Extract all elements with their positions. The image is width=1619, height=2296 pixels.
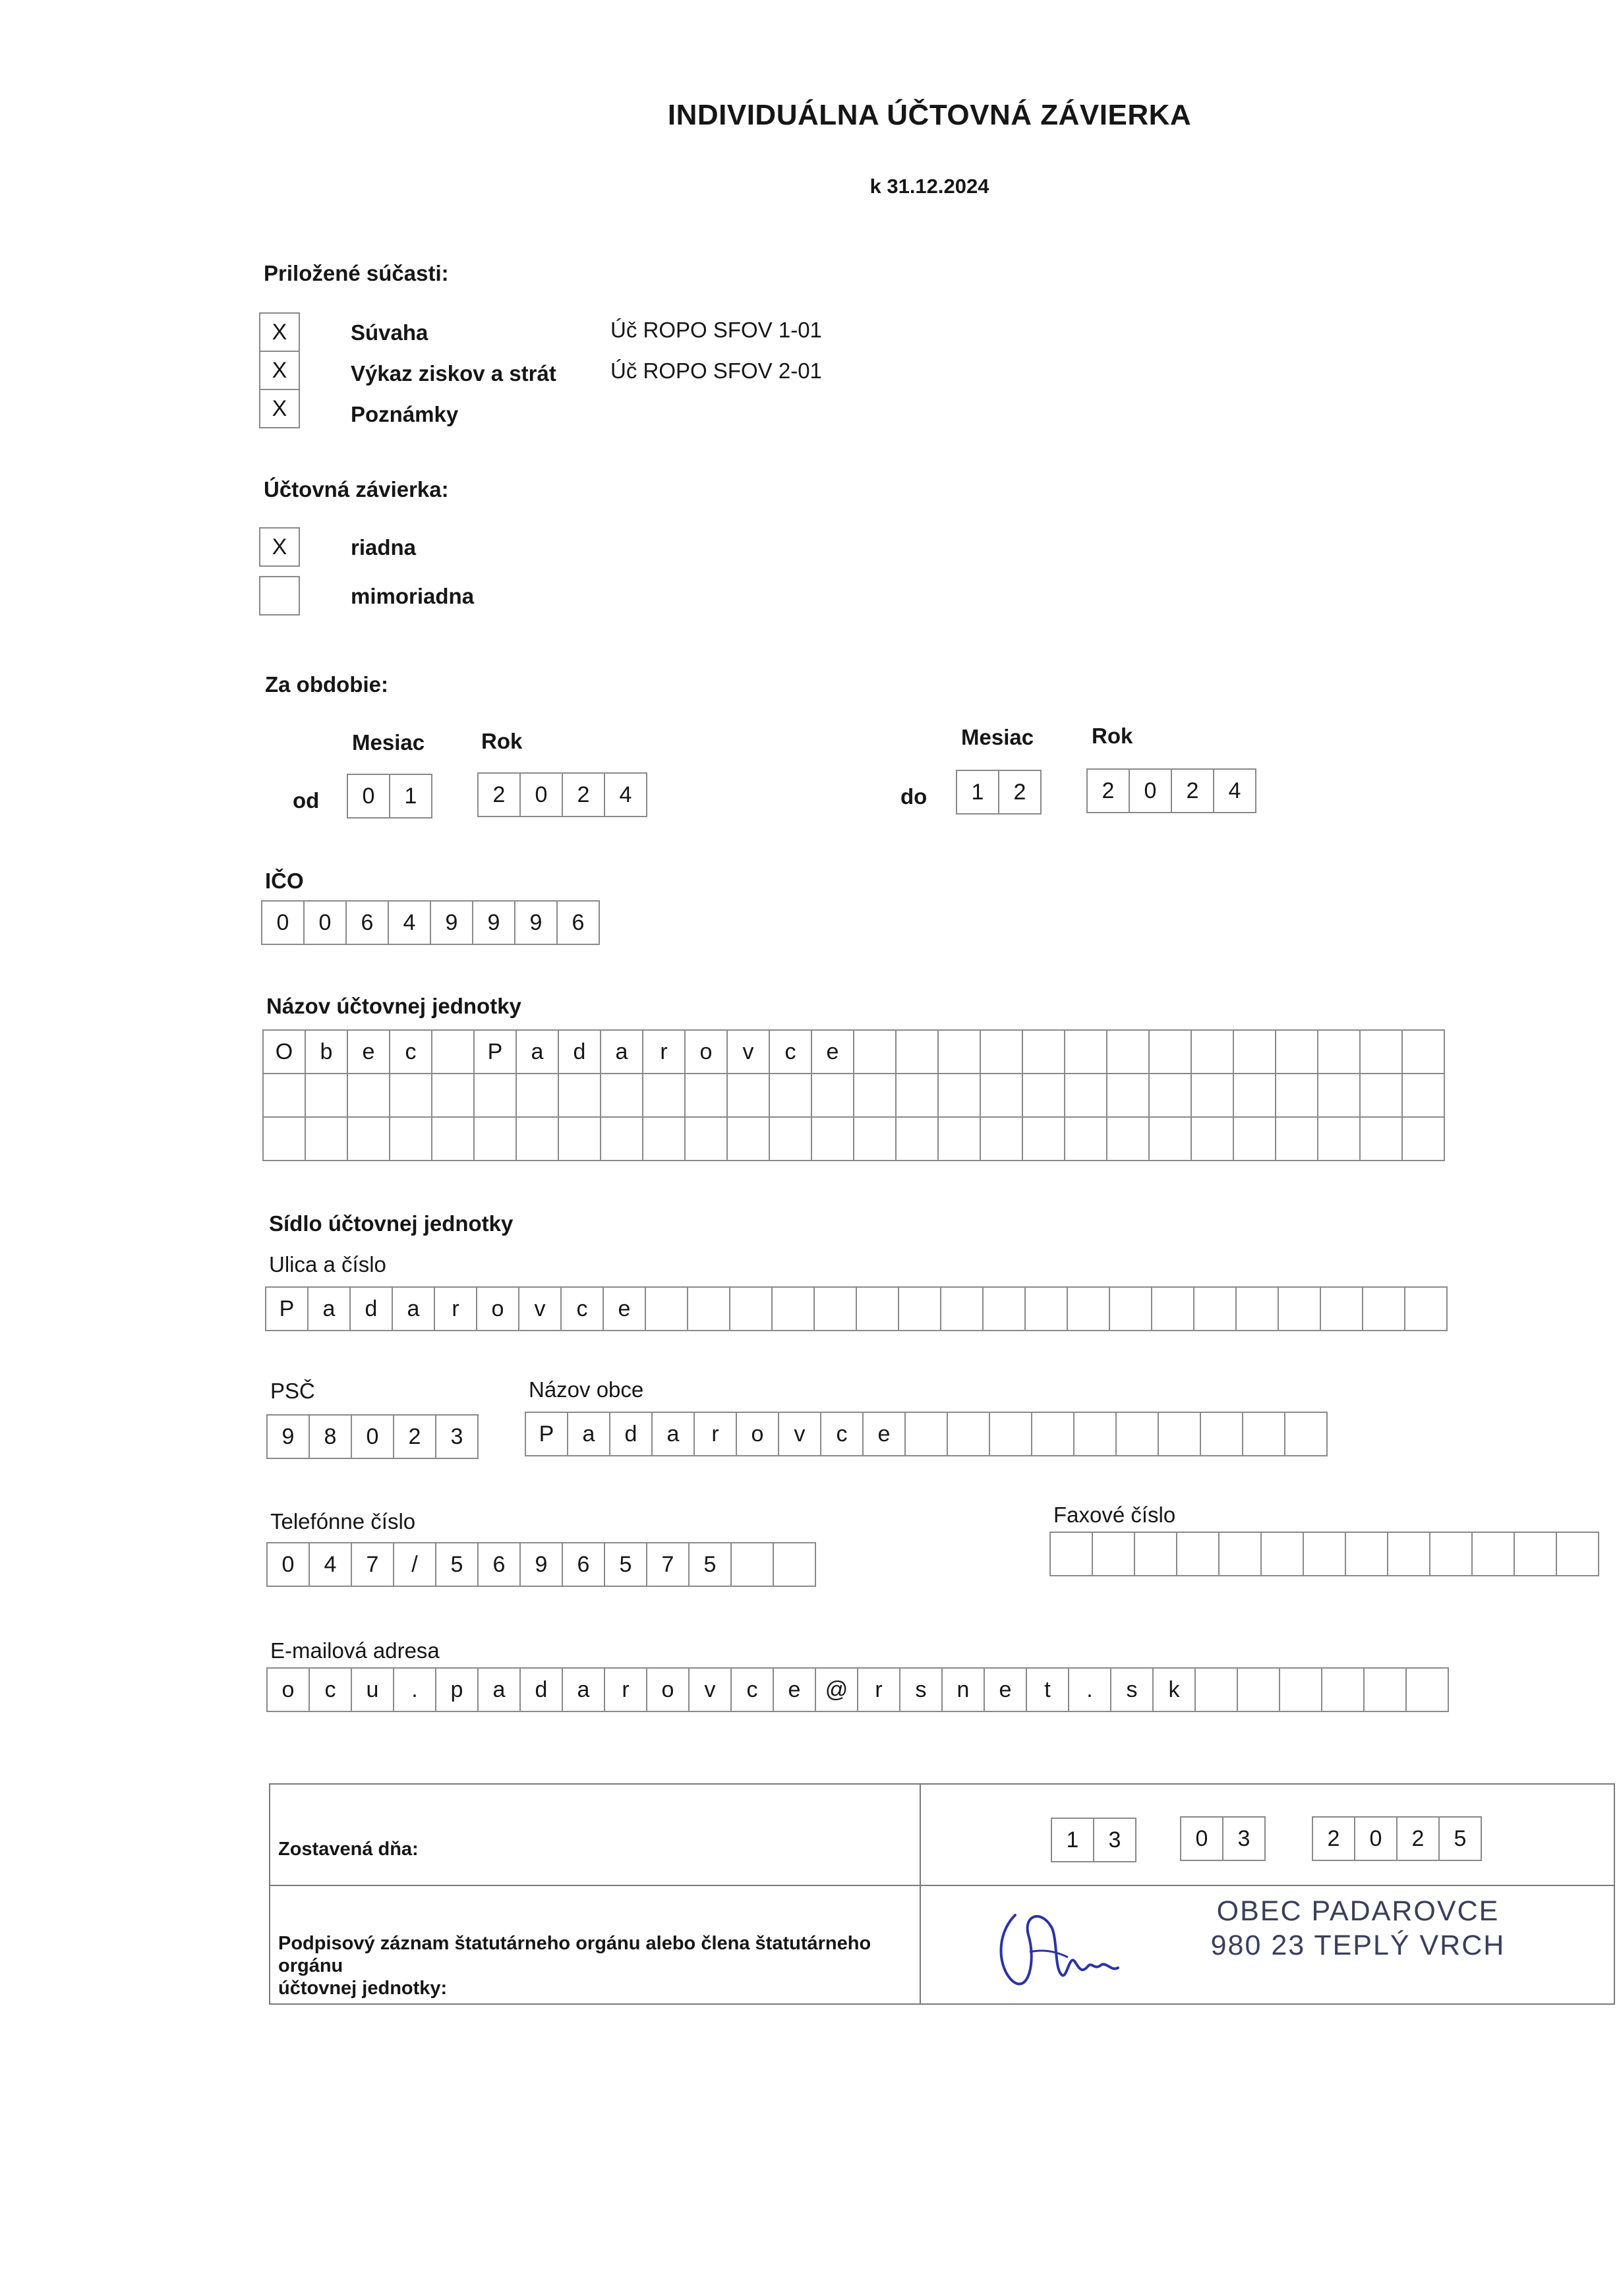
attachments-list bbox=[259, 312, 300, 428]
period-label: Za obdobie: bbox=[265, 672, 388, 697]
fax-char bbox=[1049, 1532, 1093, 1576]
street-char: P bbox=[265, 1286, 309, 1331]
fax-char bbox=[1429, 1532, 1473, 1576]
email-char: a bbox=[562, 1667, 605, 1712]
phone-char: 5 bbox=[435, 1542, 479, 1587]
entity-name-char bbox=[811, 1117, 854, 1161]
compiled-day-boxes[interactable] bbox=[1051, 1818, 1135, 1862]
email-char bbox=[1194, 1667, 1238, 1712]
email-label: E-mailová adresa bbox=[270, 1638, 440, 1663]
closing-type-label-riadna: riadna bbox=[351, 535, 417, 560]
attachment-label-suvaha: Súvaha bbox=[351, 320, 428, 345]
street-char bbox=[687, 1286, 730, 1331]
email-char: . bbox=[1068, 1667, 1111, 1712]
entity-name-char bbox=[1107, 1117, 1149, 1161]
email-char: e bbox=[773, 1667, 816, 1712]
entity-name-char bbox=[1233, 1074, 1276, 1117]
fax-char bbox=[1556, 1532, 1599, 1576]
from-year-digit: 0 bbox=[519, 772, 563, 817]
street-boxes[interactable] bbox=[265, 1286, 1446, 1331]
entity-name-grid[interactable] bbox=[262, 1029, 1445, 1161]
from-year-digit: 2 bbox=[477, 772, 521, 817]
email-boxes[interactable] bbox=[266, 1667, 1448, 1712]
entity-name-char bbox=[727, 1074, 769, 1117]
entity-name-char bbox=[1107, 1074, 1149, 1117]
phone-char: 9 bbox=[519, 1542, 563, 1587]
phone-char bbox=[773, 1542, 816, 1587]
phone-char: 0 bbox=[266, 1542, 310, 1587]
entity-name-char bbox=[854, 1117, 896, 1161]
email-char: r bbox=[857, 1667, 900, 1712]
entity-name-char bbox=[1065, 1117, 1107, 1161]
street-char bbox=[1235, 1286, 1279, 1331]
compiled-month-boxes[interactable] bbox=[1180, 1816, 1264, 1861]
entity-name-label: Názov účtovnej jednotky bbox=[266, 994, 521, 1018]
fax-char bbox=[1471, 1532, 1515, 1576]
from-year-label: Rok bbox=[481, 729, 523, 753]
entity-name-char bbox=[685, 1117, 727, 1161]
entity-name-char bbox=[811, 1074, 854, 1117]
ico-digit: 0 bbox=[303, 900, 347, 945]
street-char bbox=[1024, 1286, 1068, 1331]
entity-name-char bbox=[1107, 1030, 1149, 1074]
attachment-code-suvaha: Úč ROPO SFOV 1-01 bbox=[610, 318, 822, 342]
email-char: v bbox=[688, 1667, 732, 1712]
compiled-day-digit: 3 bbox=[1093, 1818, 1136, 1862]
email-char: t bbox=[1026, 1667, 1069, 1712]
entity-name-char bbox=[390, 1117, 432, 1161]
entity-name-char bbox=[1233, 1117, 1276, 1161]
town-char bbox=[989, 1412, 1032, 1456]
psc-digit: 2 bbox=[393, 1414, 436, 1459]
attachment-code-vykaz: Úč ROPO SFOV 2-01 bbox=[610, 359, 822, 383]
entity-name-char: r bbox=[643, 1030, 685, 1074]
entity-name-char bbox=[685, 1074, 727, 1117]
fax-char bbox=[1134, 1532, 1177, 1576]
entity-name-char bbox=[558, 1074, 601, 1117]
street-char: d bbox=[349, 1286, 393, 1331]
street-char: a bbox=[392, 1286, 435, 1331]
phone-char: 7 bbox=[351, 1542, 394, 1587]
town-boxes[interactable] bbox=[525, 1412, 1326, 1456]
entity-name-char: a bbox=[516, 1030, 558, 1074]
psc-digit: 9 bbox=[266, 1414, 310, 1459]
entity-name-char bbox=[980, 1030, 1022, 1074]
email-char: u bbox=[351, 1667, 394, 1712]
ico-digit: 9 bbox=[472, 900, 515, 945]
to-month-digit: 1 bbox=[956, 770, 999, 815]
closing-type-checkbox-mimoriadna[interactable] bbox=[259, 576, 300, 616]
ico-digit: 4 bbox=[388, 900, 431, 945]
town-char bbox=[1200, 1412, 1243, 1456]
entity-name-char bbox=[1276, 1030, 1318, 1074]
to-month-boxes[interactable] bbox=[956, 770, 1040, 815]
attachment-label-vykaz: Výkaz ziskov a strát bbox=[351, 361, 556, 386]
entity-name-char bbox=[854, 1030, 896, 1074]
town-char: r bbox=[693, 1412, 737, 1456]
entity-name-char bbox=[1149, 1117, 1191, 1161]
entity-name-char bbox=[474, 1117, 516, 1161]
closing-type-checkbox-riadna[interactable]: X bbox=[259, 527, 300, 567]
street-char bbox=[856, 1286, 899, 1331]
from-month-digit: 0 bbox=[347, 774, 390, 818]
email-char: k bbox=[1152, 1667, 1196, 1712]
psc-boxes[interactable] bbox=[266, 1414, 477, 1459]
compiled-month-digit: 0 bbox=[1180, 1816, 1223, 1861]
fax-char bbox=[1092, 1532, 1135, 1576]
entity-name-char bbox=[1191, 1074, 1233, 1117]
entity-name-char bbox=[1276, 1117, 1318, 1161]
entity-name-char bbox=[305, 1074, 347, 1117]
entity-name-row bbox=[263, 1074, 1444, 1117]
official-stamp bbox=[1206, 1894, 1510, 1963]
email-char: @ bbox=[815, 1667, 858, 1712]
psc-label: PSČ bbox=[270, 1379, 315, 1403]
entity-name-char bbox=[1402, 1117, 1444, 1161]
street-char bbox=[940, 1286, 984, 1331]
entity-name-char bbox=[938, 1117, 980, 1161]
entity-name-char bbox=[1318, 1030, 1360, 1074]
ico-digit: 9 bbox=[430, 900, 473, 945]
entity-name-char bbox=[1402, 1030, 1444, 1074]
to-year-label: Rok bbox=[1092, 724, 1133, 748]
email-char: o bbox=[266, 1667, 310, 1712]
entity-name-row bbox=[263, 1117, 1444, 1161]
town-char bbox=[947, 1412, 990, 1456]
phone-boxes[interactable] bbox=[266, 1542, 815, 1587]
town-char: c bbox=[820, 1412, 864, 1456]
phone-char: 4 bbox=[309, 1542, 352, 1587]
to-year-digit: 4 bbox=[1213, 768, 1256, 813]
entity-name-char bbox=[643, 1074, 685, 1117]
from-year-digit: 4 bbox=[604, 772, 647, 817]
compiled-year-digit: 5 bbox=[1438, 1816, 1482, 1861]
entity-name-char bbox=[305, 1117, 347, 1161]
street-char bbox=[898, 1286, 941, 1331]
entity-name-char bbox=[516, 1117, 558, 1161]
entity-name-char bbox=[474, 1074, 516, 1117]
phone-char: 6 bbox=[477, 1542, 521, 1587]
entity-name-char bbox=[1149, 1074, 1191, 1117]
ico-digit: 6 bbox=[345, 900, 389, 945]
email-char: p bbox=[435, 1667, 479, 1712]
town-char: d bbox=[609, 1412, 653, 1456]
footer-divider-horizontal bbox=[269, 1885, 1615, 1886]
email-char: c bbox=[730, 1667, 774, 1712]
entity-name-char bbox=[896, 1117, 938, 1161]
entity-name-char bbox=[980, 1074, 1022, 1117]
email-char: e bbox=[984, 1667, 1027, 1712]
attachment-checkbox-suvaha[interactable]: X bbox=[259, 312, 300, 352]
phone-char: 7 bbox=[646, 1542, 690, 1587]
entity-name-char bbox=[1318, 1074, 1360, 1117]
street-char bbox=[1362, 1286, 1405, 1331]
street-char bbox=[1193, 1286, 1237, 1331]
town-char: e bbox=[862, 1412, 906, 1456]
phone-char: 6 bbox=[562, 1542, 605, 1587]
town-char bbox=[1242, 1412, 1285, 1456]
report-date: k 31.12.2024 bbox=[869, 175, 989, 198]
entity-name-char: b bbox=[305, 1030, 347, 1074]
stamp-line-2: 980 23 TEPLÝ VRCH bbox=[1210, 1930, 1506, 1961]
signature-label-line-1: Podpisový záznam štatutárneho orgánu alebo člena štatutárneho orgánu bbox=[278, 1933, 871, 1976]
street-char bbox=[982, 1286, 1026, 1331]
compiled-year-digit: 2 bbox=[1396, 1816, 1440, 1861]
to-label: do bbox=[900, 784, 927, 809]
entity-name-char bbox=[938, 1074, 980, 1117]
entity-name-char bbox=[1360, 1074, 1402, 1117]
entity-name-char bbox=[1022, 1030, 1065, 1074]
psc-digit: 8 bbox=[309, 1414, 352, 1459]
entity-name-char bbox=[347, 1117, 390, 1161]
entity-name-char bbox=[432, 1030, 474, 1074]
from-year-boxes[interactable] bbox=[477, 772, 646, 817]
street-char bbox=[1278, 1286, 1321, 1331]
entity-name-char bbox=[1022, 1117, 1065, 1161]
street-char bbox=[1320, 1286, 1363, 1331]
phone-char: 5 bbox=[688, 1542, 732, 1587]
entity-name-char bbox=[1191, 1117, 1233, 1161]
attachment-checkbox-vykaz[interactable]: X bbox=[259, 351, 300, 390]
compiled-month-digit: 3 bbox=[1222, 1816, 1266, 1861]
entity-name-char bbox=[516, 1074, 558, 1117]
fax-char bbox=[1218, 1532, 1262, 1576]
entity-name-char: d bbox=[558, 1030, 601, 1074]
to-month-digit: 2 bbox=[998, 770, 1042, 815]
compiled-day-digit: 1 bbox=[1051, 1818, 1094, 1862]
entity-name-char: c bbox=[390, 1030, 432, 1074]
entity-name-char bbox=[896, 1074, 938, 1117]
from-label: od bbox=[293, 788, 320, 813]
entity-name-char: c bbox=[769, 1030, 811, 1074]
email-char: s bbox=[1110, 1667, 1154, 1712]
street-char: r bbox=[434, 1286, 477, 1331]
email-char: o bbox=[646, 1667, 690, 1712]
entity-name-char: a bbox=[601, 1030, 643, 1074]
to-month-label: Mesiac bbox=[961, 725, 1034, 749]
entity-name-char bbox=[1360, 1117, 1402, 1161]
to-year-digit: 2 bbox=[1086, 768, 1130, 813]
to-year-digit: 2 bbox=[1171, 768, 1214, 813]
entity-name-char bbox=[854, 1074, 896, 1117]
entity-name-char bbox=[1065, 1030, 1107, 1074]
email-char bbox=[1279, 1667, 1322, 1712]
street-char: v bbox=[518, 1286, 562, 1331]
fax-char bbox=[1260, 1532, 1304, 1576]
entity-name-char bbox=[1065, 1074, 1107, 1117]
entity-name-char bbox=[263, 1117, 305, 1161]
entity-name-char bbox=[263, 1074, 305, 1117]
street-char: a bbox=[307, 1286, 351, 1331]
entity-name-char bbox=[1276, 1074, 1318, 1117]
entity-name-char bbox=[347, 1074, 390, 1117]
fax-label: Faxové číslo bbox=[1053, 1503, 1176, 1527]
email-char: . bbox=[393, 1667, 436, 1712]
town-char bbox=[1158, 1412, 1201, 1456]
from-month-digit: 1 bbox=[389, 774, 432, 818]
entity-name-char bbox=[643, 1117, 685, 1161]
street-char: e bbox=[603, 1286, 646, 1331]
attachments-label: Priložené súčasti: bbox=[264, 261, 449, 285]
signature-label bbox=[278, 1932, 911, 1999]
entity-name-char bbox=[1402, 1074, 1444, 1117]
to-year-boxes[interactable] bbox=[1086, 768, 1255, 813]
entity-name-row bbox=[263, 1030, 1444, 1074]
from-month-boxes[interactable] bbox=[347, 774, 431, 818]
entity-name-char bbox=[727, 1117, 769, 1161]
phone-label: Telefónne číslo bbox=[270, 1509, 416, 1534]
to-year-digit: 0 bbox=[1129, 768, 1172, 813]
fax-char bbox=[1514, 1532, 1557, 1576]
phone-char bbox=[730, 1542, 774, 1587]
street-char: o bbox=[476, 1286, 519, 1331]
fax-boxes[interactable] bbox=[1049, 1532, 1598, 1576]
email-char: c bbox=[309, 1667, 352, 1712]
fax-char bbox=[1345, 1532, 1388, 1576]
psc-digit: 3 bbox=[435, 1414, 479, 1459]
entity-name-char bbox=[601, 1074, 643, 1117]
entity-name-char: e bbox=[811, 1030, 854, 1074]
entity-name-char bbox=[938, 1030, 980, 1074]
ico-boxes[interactable] bbox=[261, 900, 599, 945]
town-char: a bbox=[651, 1412, 695, 1456]
entity-name-char: P bbox=[474, 1030, 516, 1074]
town-char bbox=[1031, 1412, 1074, 1456]
closing-type-label: Účtovná závierka: bbox=[264, 477, 449, 502]
entity-name-char: v bbox=[727, 1030, 769, 1074]
street-char bbox=[645, 1286, 688, 1331]
entity-name-char bbox=[1191, 1030, 1233, 1074]
attachment-label-poznamky: Poznámky bbox=[351, 402, 459, 426]
email-char: r bbox=[604, 1667, 647, 1712]
entity-name-char bbox=[769, 1117, 811, 1161]
street-char bbox=[1151, 1286, 1194, 1331]
street-char bbox=[729, 1286, 773, 1331]
town-char: a bbox=[567, 1412, 610, 1456]
compiled-year-digit: 2 bbox=[1312, 1816, 1355, 1861]
compiled-year-boxes[interactable] bbox=[1312, 1816, 1481, 1861]
footer-divider-vertical bbox=[920, 1783, 921, 2005]
entity-name-char bbox=[432, 1074, 474, 1117]
phone-char: / bbox=[393, 1542, 436, 1587]
stamp-line-1: OBEC PADAROVCE bbox=[1216, 1895, 1500, 1927]
entity-name-char bbox=[1318, 1117, 1360, 1161]
entity-name-char bbox=[1360, 1030, 1402, 1074]
entity-name-char: O bbox=[263, 1030, 305, 1074]
entity-name-char bbox=[1022, 1074, 1065, 1117]
town-char bbox=[904, 1412, 948, 1456]
entity-name-char bbox=[601, 1117, 643, 1161]
fax-char bbox=[1176, 1532, 1220, 1576]
ico-digit: 6 bbox=[556, 900, 600, 945]
signature-label-line-2: účtovnej jednotky: bbox=[278, 1978, 448, 1999]
entity-name-char bbox=[390, 1074, 432, 1117]
email-char: s bbox=[899, 1667, 943, 1712]
entity-name-char bbox=[432, 1117, 474, 1161]
signature-image bbox=[989, 1889, 1134, 2001]
entity-name-char: o bbox=[685, 1030, 727, 1074]
fax-char bbox=[1387, 1532, 1430, 1576]
town-char: o bbox=[736, 1412, 779, 1456]
street-char bbox=[1067, 1286, 1110, 1331]
email-char bbox=[1363, 1667, 1407, 1712]
entity-name-char bbox=[1233, 1030, 1276, 1074]
entity-name-char bbox=[896, 1030, 938, 1074]
entity-name-char bbox=[558, 1117, 601, 1161]
compiled-year-digit: 0 bbox=[1354, 1816, 1398, 1861]
email-char: n bbox=[941, 1667, 985, 1712]
closing-type-label-mimoriadna: mimoriadna bbox=[351, 584, 475, 608]
email-char: a bbox=[477, 1667, 521, 1712]
phone-char: 5 bbox=[604, 1542, 647, 1587]
from-year-digit: 2 bbox=[562, 772, 605, 817]
town-char bbox=[1073, 1412, 1117, 1456]
ico-digit: 0 bbox=[261, 900, 305, 945]
street-label: Ulica a číslo bbox=[269, 1252, 386, 1277]
attachment-checkbox-poznamky[interactable]: X bbox=[259, 389, 300, 428]
email-char: d bbox=[519, 1667, 563, 1712]
address-label: Sídlo účtovnej jednotky bbox=[269, 1211, 514, 1236]
town-char bbox=[1115, 1412, 1159, 1456]
entity-name-char bbox=[769, 1074, 811, 1117]
town-char: v bbox=[778, 1412, 821, 1456]
ico-label: IČO bbox=[265, 869, 304, 893]
email-char bbox=[1237, 1667, 1280, 1712]
document-title: INDIVIDUÁLNA ÚČTOVNÁ ZÁVIERKA bbox=[667, 99, 1192, 131]
town-label: Názov obce bbox=[529, 1377, 644, 1402]
street-char bbox=[771, 1286, 815, 1331]
entity-name-char: e bbox=[347, 1030, 390, 1074]
compiled-date-label: Zostavená dňa: bbox=[278, 1839, 419, 1860]
street-char bbox=[1404, 1286, 1448, 1331]
entity-name-char bbox=[980, 1117, 1022, 1161]
entity-name-char bbox=[1149, 1030, 1191, 1074]
town-char: P bbox=[525, 1412, 568, 1456]
from-month-label: Mesiac bbox=[352, 730, 425, 755]
ico-digit: 9 bbox=[514, 900, 558, 945]
email-char bbox=[1321, 1667, 1365, 1712]
email-char bbox=[1405, 1667, 1449, 1712]
town-char bbox=[1284, 1412, 1328, 1456]
fax-char bbox=[1303, 1532, 1346, 1576]
street-char bbox=[813, 1286, 857, 1331]
psc-digit: 0 bbox=[351, 1414, 394, 1459]
street-char: c bbox=[560, 1286, 604, 1331]
street-char bbox=[1109, 1286, 1152, 1331]
